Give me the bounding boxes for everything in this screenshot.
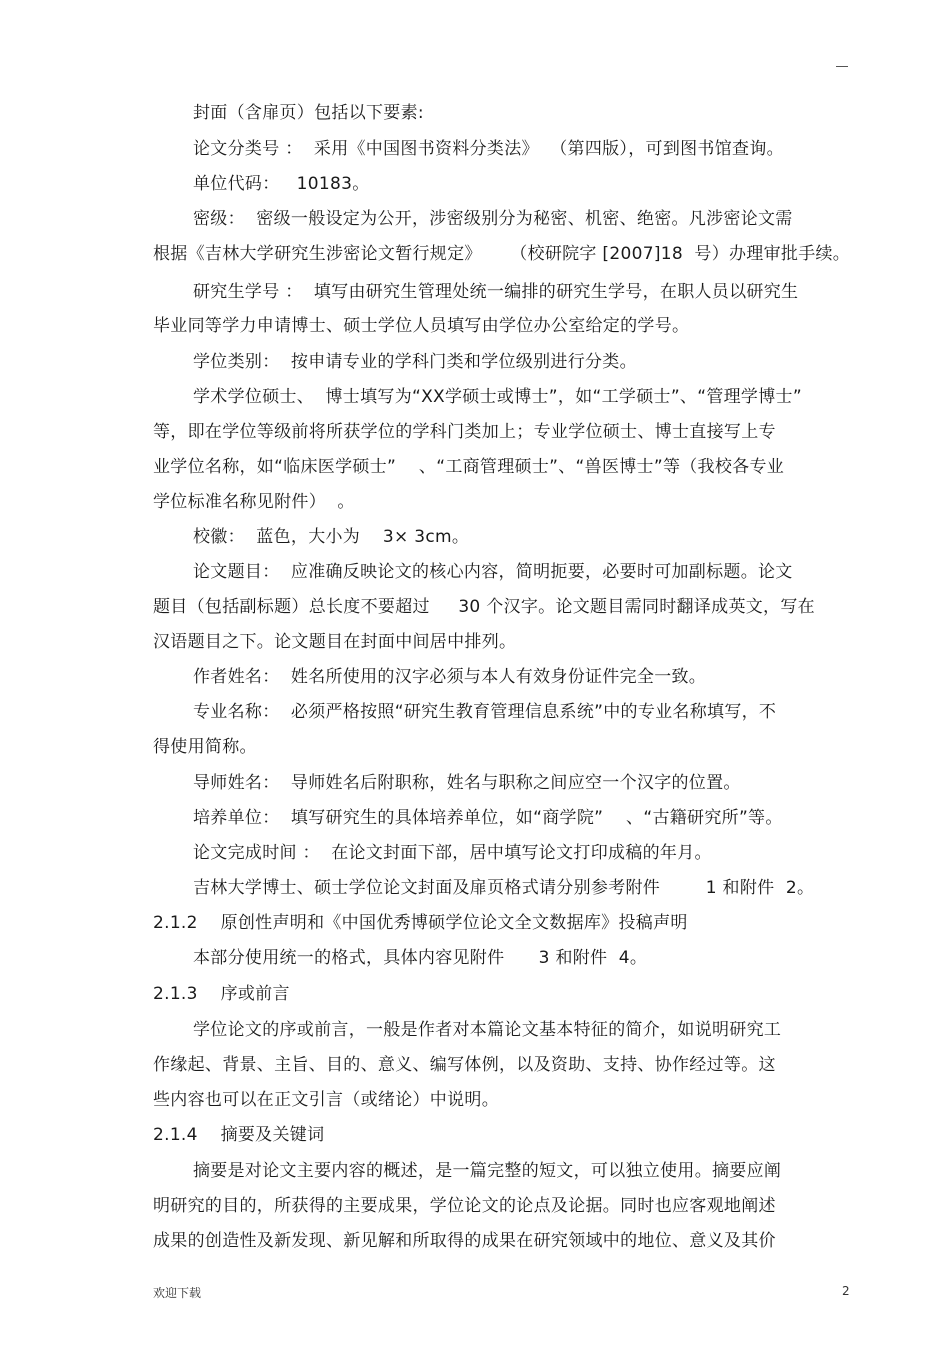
- text-line: 些内容也可以在正文引言（或绪论）中说明。: [153, 1090, 499, 1110]
- text-line: 2.1.4 摘要及关键词: [153, 1125, 325, 1145]
- text-line: 论文题目： 应准确反映论文的核心内容，简明扼要，必要时可加副标题。论文: [193, 562, 793, 582]
- text-line: 单位代码： 10183。: [193, 174, 370, 194]
- text-line: 学位标准名称见附件） 。: [153, 492, 355, 512]
- text-line: 专业名称： 必须严格按照“研究生教育管理信息系统”中的专业名称填写，不: [193, 702, 777, 722]
- text-line: 得使用简称。: [153, 737, 257, 757]
- text-line: 毕业同等学力申请博士、硕士学位人员填写由学位办公室给定的学号。: [153, 316, 690, 336]
- text-line: 吉林大学博士、硕士学位论文封面及扉页格式请分别参考附件 1 和附件 2。: [193, 878, 815, 898]
- text-line: 明研究的目的，所获得的主要成果，学位论文的论点及论据。同时也应客观地阐述: [153, 1196, 776, 1216]
- text-line: 2.1.2 原创性声明和《中国优秀博硕学位论文全文数据库》投稿声明: [153, 913, 688, 933]
- text-line: 密级： 密级一般设定为公开，涉密级别分为秘密、机密、绝密。凡涉密论文需: [193, 209, 793, 229]
- text-line: 研究生学号 ： 填写由研究生管理处统一编排的研究生学号，在职人员以研究生: [193, 282, 799, 302]
- header-dash-mark: [836, 66, 848, 67]
- text-line: 2.1.3 序或前言: [153, 984, 290, 1004]
- text-line: 封面（含扉页）包括以下要素:: [193, 103, 424, 123]
- text-line: 培养单位： 填写研究生的具体培养单位，如“商学院” 、“古籍研究所”等。: [193, 808, 783, 828]
- text-line: 根据《吉林大学研究生涉密论文暂行规定》 （校研院字 [2007]18 号）办理审批手续。: [153, 244, 851, 264]
- text-line: 学位论文的序或前言，一般是作者对本篇论文基本特征的简介，如说明研究工: [193, 1020, 782, 1040]
- text-line: 本部分使用统一的格式，具体内容见附件 3 和附件 4。: [193, 948, 648, 968]
- text-line: 摘要是对论文主要内容的概述，是一篇完整的短文，可以独立使用。摘要应阐: [193, 1161, 782, 1181]
- text-line: 题目（包括副标题）总长度不要超过 30 个汉字。论文题目需同时翻译成英文，写在: [153, 597, 815, 617]
- text-line: 成果的创造性及新发现、新见解和所取得的成果在研究领域中的地位、意义及其价: [153, 1231, 776, 1251]
- page-number: 2: [842, 1284, 850, 1298]
- text-line: 业学位名称，如“临床医学硕士” 、“工商管理硕士”、“兽医博士”等（我校各专业: [153, 457, 785, 477]
- text-line: 导师姓名： 导师姓名后附职称，姓名与职称之间应空一个汉字的位置。: [193, 773, 741, 793]
- text-line: 论文分类号 ： 采用《中国图书资料分类法》 （第四版），可到图书馆查询。: [193, 139, 784, 159]
- text-line: 学术学位硕士、 博士填写为“XX学硕士或博士”，如“工学硕士”、“管理学博士”: [193, 387, 802, 407]
- text-line: 论文完成时间 ： 在论文封面下部，居中填写论文打印成稿的年月。: [193, 843, 712, 863]
- text-line: 汉语题目之下。论文题目在封面中间居中排列。: [153, 632, 517, 652]
- text-line: 等，即在学位等级前将所获学位的学科门类加上；专业学位硕士、博士直接写上专: [153, 422, 776, 442]
- text-line: 作者姓名： 姓名所使用的汉字必须与本人有效身份证件完全一致。: [193, 667, 707, 687]
- text-line: 校徽： 蓝色，大小为 3× 3cm。: [193, 527, 470, 547]
- footer-download-text: 欢迎下载: [153, 1286, 202, 1300]
- text-line: 作缘起、背景、主旨、目的、意义、编写体例，以及资助、支持、协作经过等。这: [153, 1055, 776, 1075]
- text-line: 学位类别： 按申请专业的学科门类和学位级别进行分类。: [193, 352, 637, 372]
